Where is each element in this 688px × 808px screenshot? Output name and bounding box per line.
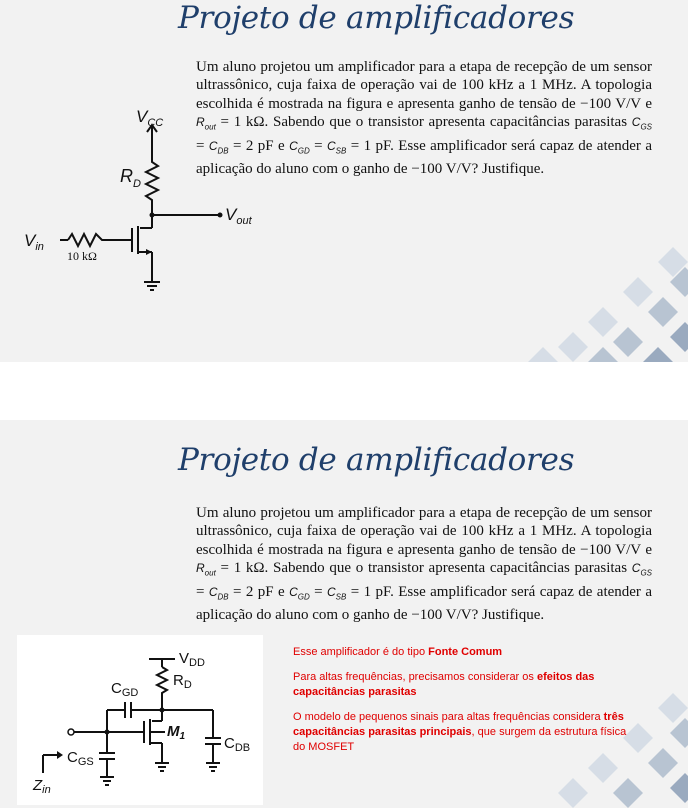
vdd-label: $V_{DD}$	[179, 650, 205, 669]
parasitic-capacitance-circuit-figure	[17, 635, 263, 805]
note-amplifier-type: Esse amplificador é do tipo Fonte Comum	[293, 646, 503, 658]
cgs-label: $C_{GS}$	[67, 749, 94, 768]
diamond-pattern-decoration	[408, 222, 688, 362]
zin-label: $Z_{in}$	[33, 777, 51, 796]
note-high-frequency: Para altas frequências, precisamos considerar os efeitos das capacitâncias parasitas	[293, 671, 595, 698]
problem-statement: Um aluno projetou um amplificador para a etapa de recepção de um sensor ultrassônico, cuja faixa de operação vai de 100 kHz a 1 MHz. A topologia escolhida é mostrada na figura e apresenta ganho de tensão de −100 V/V e $R_{out} = 1$ kΩ. Sabendo que o transistor apresenta capacitâncias parasitas $C_{GS} = C_{DB} = 2$ pF e $C_{GD} = C_{SB} = 1$ pF. Esse amplificador será capaz de atender a aplicação do aluno com o ganho de −100 V/V? Justifique.	[196, 505, 652, 624]
slide-1	[0, 0, 688, 362]
m1-label: $M_1$	[167, 723, 186, 742]
slide-2	[0, 420, 688, 808]
cgd-label: $C_{GD}$	[111, 680, 139, 699]
slide-title: Projeto de amplificadores	[178, 0, 575, 36]
common-source-circuit-diagram	[20, 100, 260, 300]
vin-label: $V_{in}$	[24, 231, 44, 253]
input-resistor-value: 10 kΩ	[67, 249, 97, 263]
cdb-label: $C_{DB}$	[224, 735, 251, 754]
explanation-notes	[293, 645, 633, 765]
note-small-signal-model: O modelo de pequenos sinais para altas frequências considera três capacitâncias parasitas principais, que surgem da estrutura física do MOSFET	[293, 711, 627, 753]
parasitic-capacitance-circuit-diagram	[17, 635, 263, 805]
rd-label: $R_D$	[173, 672, 192, 691]
slide-title: Projeto de amplificadores	[178, 442, 575, 478]
problem-statement: Um aluno projetou um amplificador para a etapa de recepção de um sensor ultrassônico, cuja faixa de operação vai de 100 kHz a 1 MHz. A topologia escolhida é mostrada na figura e apresenta ganho de tensão de −100 V/V e $R_{out} = 1$ kΩ. Sabendo que o transistor apresenta capacitâncias parasitas $C_{GS} = C_{DB} = 2$ pF e $C_{GD} = C_{SB} = 1$ pF. Esse amplificador será capaz de atender a aplicação do aluno com o ganho de −100 V/V? Justifique.	[196, 59, 652, 178]
rd-label: $R_D$	[120, 166, 141, 190]
vout-label: $V_{out}$	[225, 205, 252, 227]
vcc-label: $V_{CC}$	[136, 107, 164, 129]
